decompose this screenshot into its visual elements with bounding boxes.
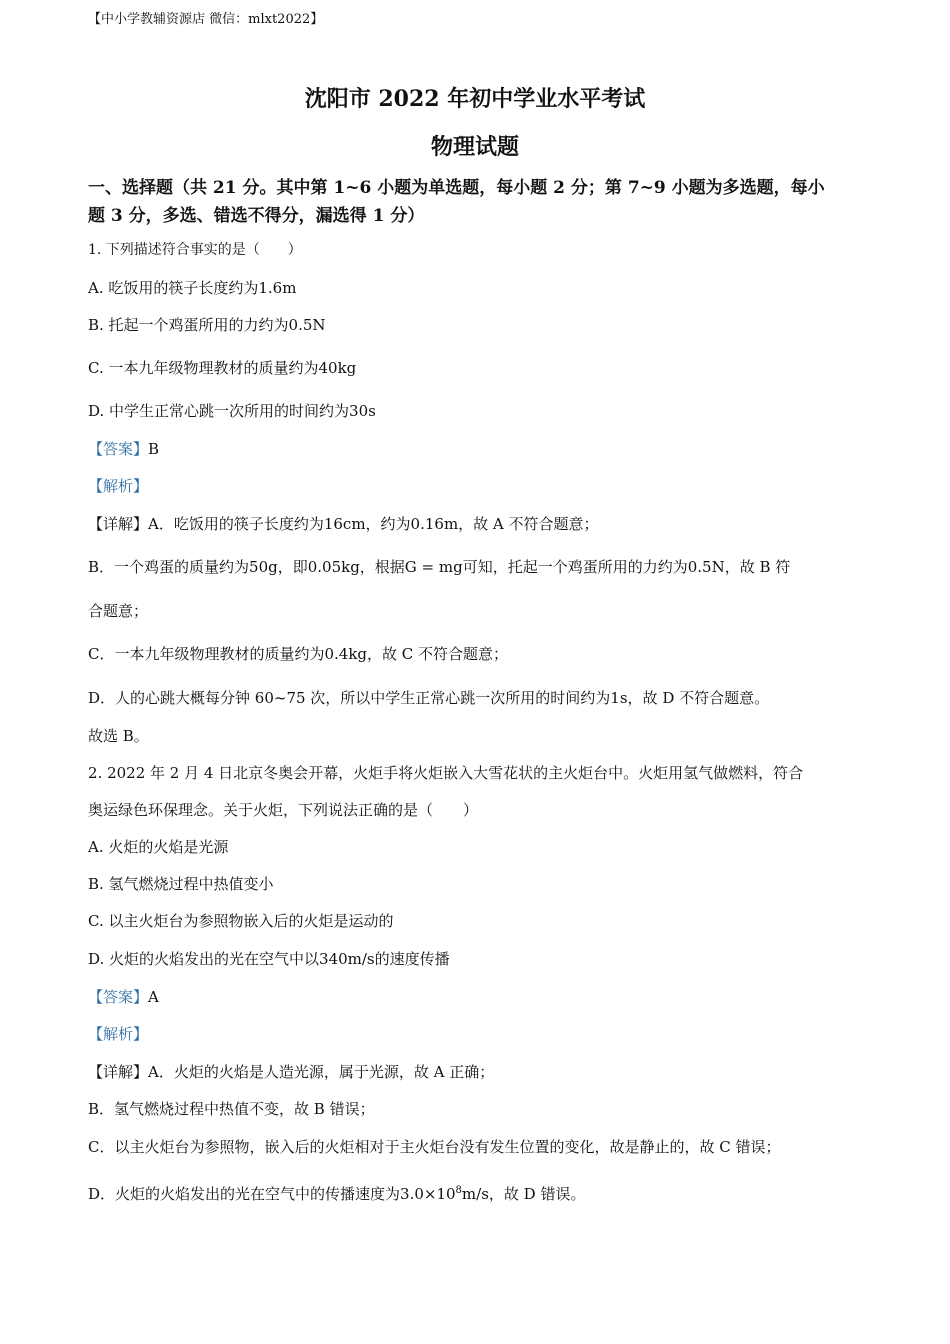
q2-stem-line1: 2. 2022 年 2 月 4 日北京冬奥会开幕，火炬手将火炬嵌入大雪花状的主火炬台中。火炬用氢气做燃料，符合 (88, 764, 804, 782)
q2-stem-line2: 奥运绿色环保理念。关于火炬，下列说法正确的是（ ） (88, 801, 479, 819)
q1-stem: 1. 下列描述符合事实的是（ ） (88, 242, 302, 258)
answer-tag: 【答案】 (88, 988, 149, 1006)
exam-subtitle: 物理试题 (430, 134, 519, 160)
q1-option-a: A. 吃饭用的筷子长度约为1.6m (88, 279, 297, 297)
q1-option-d: D. 中学生正常心跳一次所用的时间约为30s (88, 402, 376, 420)
answer-tag: 【答案】 (88, 440, 149, 458)
q1-option-b: B. 托起一个鸡蛋所用的力约为0.5N (88, 316, 326, 334)
q2-option-d: D. 火炬的火焰发出的光在空气中以340m/s的速度传播 (88, 950, 450, 968)
q1-detail-a: 【详解】A．吃饭用的筷子长度约为16cm，约为0.16m，故 A 不符合题意； (88, 515, 599, 533)
section-heading-line2: 题 3 分，多选、错选不得分，漏选得 1 分） (88, 206, 425, 226)
q2-detail-d-exponent: 8 (455, 1185, 462, 1196)
q2-analysis-tag: 【解析】 (88, 1025, 149, 1043)
q2-detail-b: B．氢气燃烧过程中热值不变，故 B 错误； (88, 1100, 375, 1118)
q1-detail-c: C．一本九年级物理教材的质量约为0.4kg，故 C 不符合题意； (88, 645, 509, 663)
answer-value: B (148, 440, 160, 458)
q1-detail-b-cont: 合题意； (88, 602, 149, 620)
q2-option-a: A. 火炬的火焰是光源 (88, 838, 229, 856)
q1-detail-d: D．人的心跳大概每分钟 60~75 次，所以中学生正常心跳一次所用的时间约为1s，故 D 不符合题意。 (88, 689, 770, 707)
q1-option-c: C. 一本九年级物理教材的质量约为40kg (88, 359, 357, 377)
q1-answer (88, 438, 159, 460)
q1-detail-b: B．一个鸡蛋的质量约为50g，即0.05kg，根据G = mg可知，托起一个鸡蛋所用的力约为0.5N，故 B 符 (88, 558, 791, 576)
exam-title: 沈阳市 2022 年初中学业水平考试 (304, 86, 646, 112)
section-heading-line1: 一、选择题（共 21 分。其中第 1~6 小题为单选题，每小题 2 分；第 7~9 小题为多选题，每小 (88, 178, 825, 198)
q2-detail-d (88, 1180, 585, 1205)
q1-analysis-tag: 【解析】 (88, 477, 149, 495)
q2-detail-a: 【详解】A．火炬的火焰是人造光源，属于光源，故 A 正确； (88, 1063, 495, 1081)
q1-conclusion: 故选 B。 (88, 727, 149, 745)
header-watermark: 【中小学教辅资源店 微信：mlxt2022】 (88, 12, 324, 27)
q2-option-b: B. 氢气燃烧过程中热值变小 (88, 875, 274, 893)
q2-detail-d-pre: D．火炬的火焰发出的光在空气中的传播速度为3.0×10 (88, 1185, 456, 1203)
answer-value: A (148, 988, 159, 1006)
q2-detail-c: C．以主火炬台为参照物，嵌入后的火炬相对于主火炬台没有发生位置的变化，故是静止的，故 C 错误； (88, 1138, 781, 1156)
q2-option-c: C. 以主火炬台为参照物嵌入后的火炬是运动的 (88, 912, 394, 930)
q2-answer (88, 986, 159, 1008)
q2-detail-d-post: m/s，故 D 错误。 (461, 1185, 586, 1203)
